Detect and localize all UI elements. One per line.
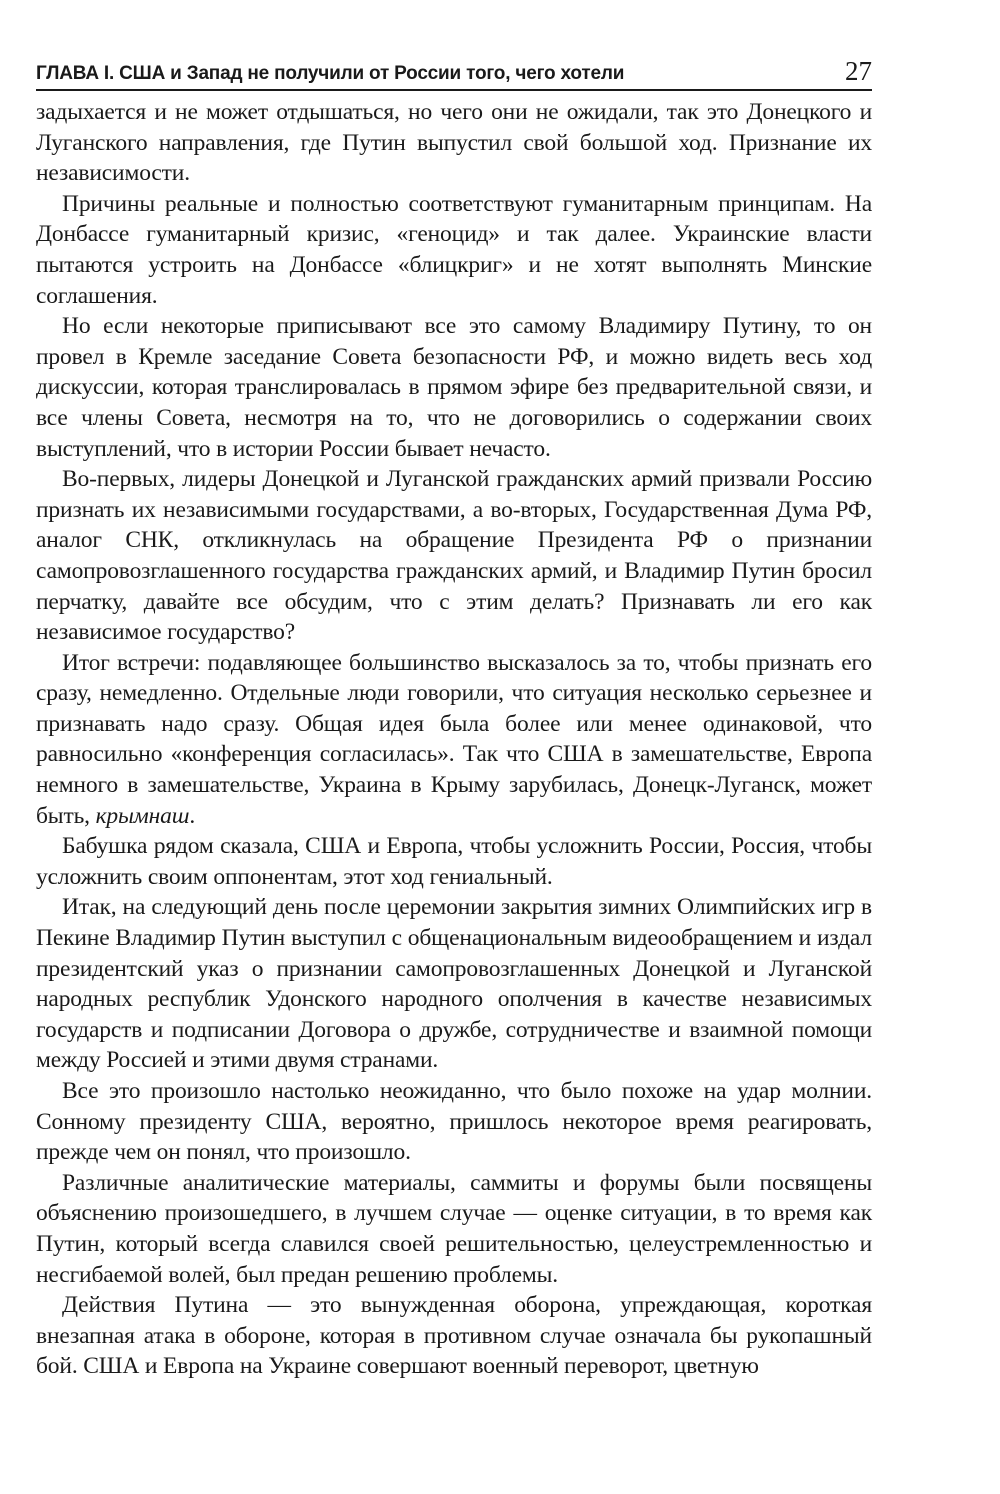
paragraph-3: Но если некоторые приписывают все это самому Владимиру Путину, то он провел в Кремле заседание Совета безопасности РФ, и можно видеть весь ход дискуссии, которая транслировалась в прямом эфире без предварительной связи, и все члены Совета, несмотря на то, что не договорились о содержании своих выступлений, что в истории России бывает нечасто. <box>36 313 872 462</box>
chapter-title: ГЛАВА I. США и Запад не получили от России того, чего хотели <box>36 63 625 84</box>
paragraph-9: Различные аналитические материалы, саммиты и форумы были посвящены объяснению произошедшего, в лучшем случае — оценке ситуации, в то время как Путин, который всегда славился своей решительностью, целеустремленностью и несгибаемой волей, был предан решению проблемы. <box>36 1169 872 1288</box>
running-header <box>36 58 872 91</box>
paragraph-5 <box>36 648 872 832</box>
paragraph-5-end: . <box>189 802 196 829</box>
paragraph-8: Все это произошло настолько неожиданно, что было похоже на удар молнии. Сонному президенту США, вероятно, пришлось некоторое время реагировать, прежде чем он понял, что произошло. <box>36 1078 872 1166</box>
body-text <box>36 97 872 1382</box>
page-number: 27 <box>845 56 872 86</box>
paragraph-6: Бабушка рядом сказала, США и Европа, чтобы усложнить России, Россия, чтобы усложнить своим оппонентам, этот ход гениальный. <box>36 833 872 890</box>
paragraph-7: Итак, на следующий день после церемонии закрытия зимних Олимпийских игр в Пекине Владимир Путин выступил с общенациональным видеообращением и издал президентский указ о признании самопровозглашенных Донецкой и Луганской народных республик Удонского народного ополчения в качестве независимых государств и подписании Договора о дружбе, сотрудничестве и взаимной помощи между Россией и этими двумя странами. <box>36 894 872 1074</box>
emphasis-word: крымнаш <box>95 802 190 829</box>
paragraph-2: Причины реальные и полностью соответствуют гуманитарным принципам. На Донбассе гуманитарный кризис, «геноцид» и так далее. Украинские власти пытаются устроить на Донбассе «блицкриг» и не хотят выполнять Минские соглашения. <box>36 190 872 309</box>
paragraph-10: Действия Путина — это вынужденная оборона, упреждающая, короткая внезапная атака в обороне, которая в противном случае означала бы рукопашный бой. США и Европа на Украине совершают военный переворот, цветную <box>36 1292 872 1380</box>
paragraph-4: Во-первых, лидеры Донецкой и Луганской гражданских армий призвали Россию признать их независимыми государствами, а во-вторых, Государственная Дума РФ, аналог СНК, откликнулась на обращение Президента РФ о признании самопровозглашенного государства гражданских армий, и Владимир Путин бросил перчатку, давайте все обсудим, что с этим делать? Признавать ли его как независимое государство? <box>36 466 872 646</box>
paragraph-5-text: Итог встречи: подавляющее большинство высказалось за то, чтобы признать его сразу, немедленно. Отдельные люди говорили, что ситуация несколько серьезнее и признавать надо сразу. Общая идея была более или менее одинаковой, что равносильно «конференция согласилась». Так что США в замешательстве, Европа немного в замешательстве, Украина в Крыму зарубилась, Донецк-Луганск, может быть, <box>36 649 872 829</box>
book-page <box>36 58 872 1382</box>
paragraph-1: задыхается и не может отдышаться, но чего они не ожидали, так это Донецкого и Луганского направления, где Путин выпустил свой большой ход. Признание их независимости. <box>36 99 872 187</box>
